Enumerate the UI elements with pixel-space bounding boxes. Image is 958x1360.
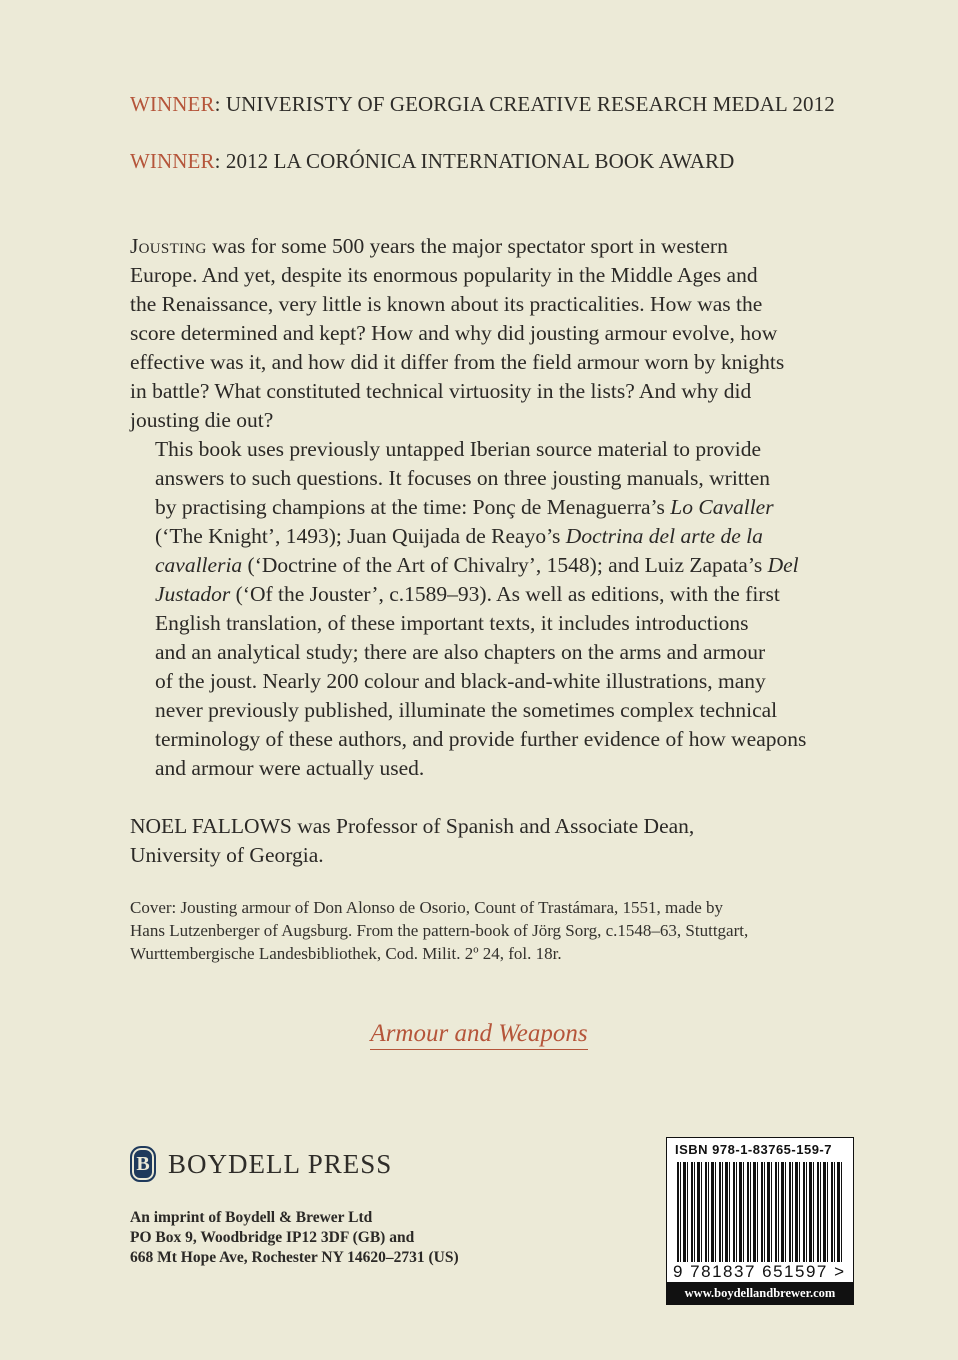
text-line: jousting die out? [130,408,274,432]
author-bio [130,812,860,870]
book-title-italic: Doctrina del arte de la [565,524,763,548]
text-line [130,493,860,522]
book-title-italic: Lo Cavaller [670,495,774,519]
boydell-shield-icon: B [130,1146,156,1182]
text-run: (‘Doctrine of the Art of Chivalry’, 1548); and Luiz Zapata’s [242,553,768,577]
series-label: Armour and Weapons [370,1020,587,1050]
text-line: An imprint of Boydell & Brewer Ltd [130,1209,373,1226]
award-line-2 [130,149,734,174]
description-paragraph-2 [130,435,860,783]
text-line: Hans Lutzenberger of Augsburg. From the pattern-book of Jörg Sorg, c.1548–63, Stuttgart, [130,921,749,940]
text-line: University of Georgia. [130,843,324,867]
text-line: answers to such questions. It focuses on three jousting manuals, written [155,466,771,490]
text-line: the Renaissance, very little is known about its practicalities. How was the [130,292,763,316]
text-line [130,580,860,609]
publisher-address [130,1208,459,1268]
series-title [0,1020,958,1048]
text-line: Wurttembergische Landesbibliothek, Cod. Milit. 2º 24, fol. 18r. [130,944,562,963]
text-line: never previously published, illuminate the sometimes complex technical [155,698,778,722]
book-description [130,232,860,783]
publisher-logo-block [130,1146,392,1182]
text-line: in battle? What constituted technical virtuosity in the lists? And why did [130,379,752,403]
text-line: Europe. And yet, despite its enormous popularity in the Middle Ages and [130,263,758,287]
text-line: English translation, of these important texts, it includes introductions [155,611,749,635]
text-line: terminology of these authors, and provide further evidence of how weapons [155,727,807,751]
text-line: 668 Mt Hope Ave, Rochester NY 14620–2731 (US) [130,1249,459,1266]
award-text: : UNIVERISTY OF GEORGIA CREATIVE RESEARCH MEDAL 2012 [214,92,835,116]
text-line: of the joust. Nearly 200 colour and black-and-white illustrations, many [155,669,766,693]
award-label: WINNER [130,149,215,173]
description-paragraph-1 [130,232,860,435]
text-line [130,551,860,580]
text-line: NOEL FALLOWS was Professor of Spanish and Associate Dean, [130,814,695,838]
isbn-barcode [666,1137,854,1305]
publisher-website: www.boydellandbrewer.com [667,1282,853,1304]
award-label: WINNER [130,92,215,116]
text-line: and armour were actually used. [155,756,425,780]
book-title-italic: cavalleria [155,553,243,577]
text-line: This book uses previously untapped Iberian source material to provide [155,437,762,461]
cover-credit [130,896,870,965]
text-run: by practising champions at the time: Ponç de Menaguerra’s [155,495,671,519]
text-line [130,522,860,551]
award-text: : 2012 LA CORÓNICA INTERNATIONAL BOOK AWARD [214,149,735,173]
text-run: (‘Of the Jouster’, c.1589–93). As well as editions, with the first [230,582,780,606]
text-run: (‘The Knight’, 1493); Juan Quijada de Reayo’s [155,524,566,548]
barcode-digits: 9 781837 651597 > [673,1262,846,1281]
barcode-bars [677,1162,845,1262]
text-line: score determined and kept? How and why did jousting armour evolve, how [130,321,778,345]
text-line: Cover: Jousting armour of Don Alonso de Osorio, Count of Trastámara, 1551, made by [130,898,724,917]
text-line: and an analytical study; there are also chapters on the arms and armour [155,640,766,664]
book-title-italic: Del [767,553,799,577]
lead-word: Jousting [130,234,207,258]
book-title-italic: Justador [155,582,231,606]
text-line: PO Box 9, Woodbridge IP12 3DF (GB) and [130,1229,415,1246]
publisher-name: BOYDELL PRESS [168,1148,393,1179]
text-line: effective was it, and how did it differ from the field armour worn by knights [130,350,785,374]
text-line: was for some 500 years the major spectator sport in western [206,234,728,258]
isbn-label: ISBN 978-1-83765-159-7 [675,1142,832,1157]
award-line-1 [130,92,835,117]
